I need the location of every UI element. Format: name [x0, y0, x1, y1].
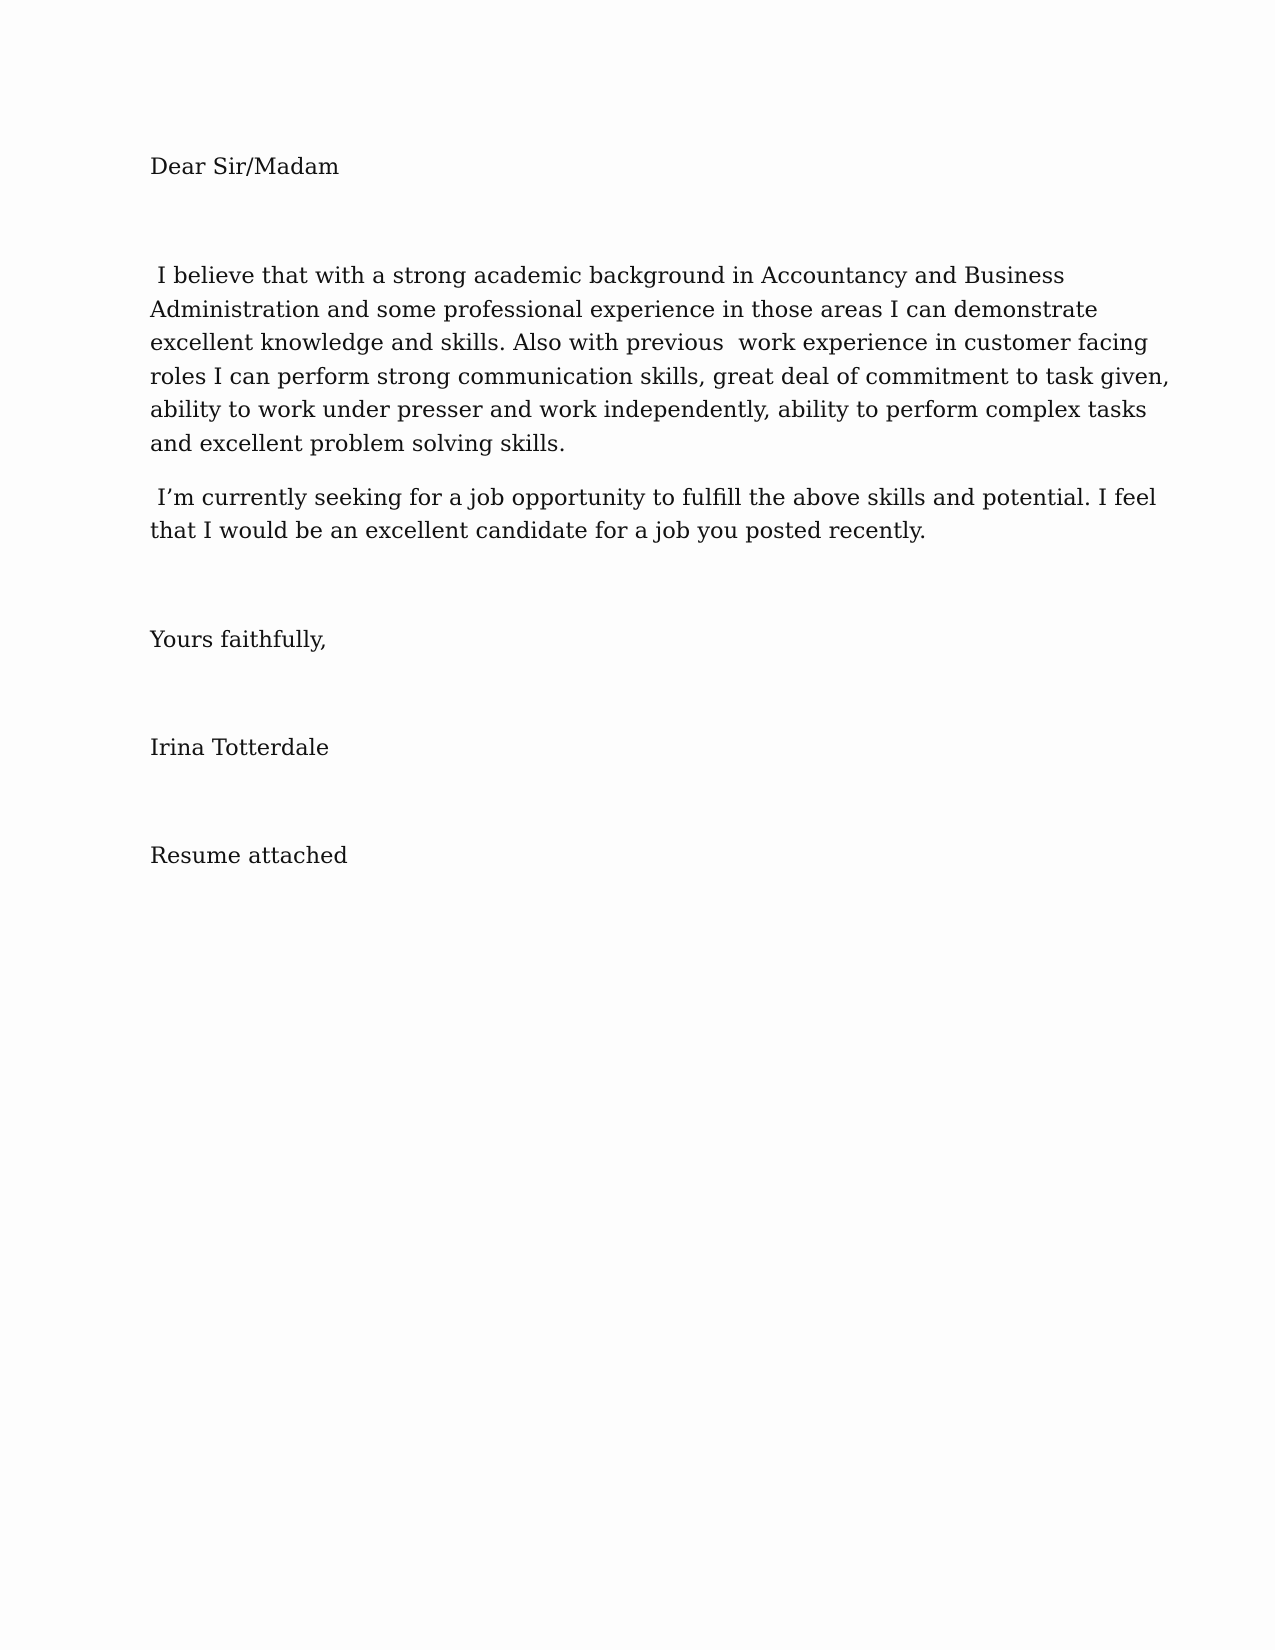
- paragraph-line: and excellent problem solving skills.: [150, 430, 566, 457]
- paragraph-line: I’m currently seeking for a job opportunity to fulfill the above skills and potential. I feel: [150, 484, 1157, 511]
- closing: Yours faithfully,: [150, 626, 327, 653]
- salutation: Dear Sir/Madam: [150, 154, 340, 180]
- paragraph-line: excellent knowledge and skills. Also with previous work experience in customer facing: [150, 330, 1149, 357]
- cover-letter: [150, 150, 1170, 873]
- paragraph-line: Administration and some professional experience in those areas I can demonstrate: [150, 296, 1098, 323]
- paragraph-background: [150, 260, 1170, 462]
- paragraph-line: I believe that with a strong academic background in Accountancy and Business: [150, 263, 1065, 289]
- enclosure-note: Resume attached: [150, 842, 348, 869]
- signature-name: Irina Totterdale: [150, 734, 330, 761]
- paragraph-line: roles I can perform strong communication skills, great deal of commitment to task given,: [150, 363, 1170, 390]
- paragraph-seeking: [150, 482, 1157, 549]
- paragraph-line: that I would be an excellent candidate for a job you posted recently.: [150, 518, 927, 545]
- paragraph-line: ability to work under presser and work independently, ability to perform complex tasks: [150, 397, 1147, 424]
